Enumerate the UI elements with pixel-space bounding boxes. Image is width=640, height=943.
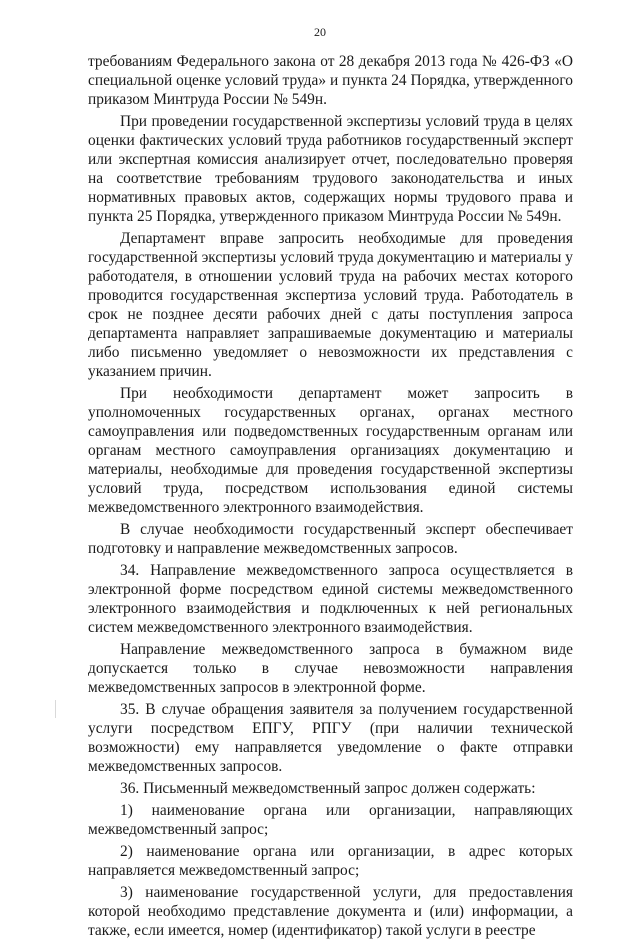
document-body [88, 52, 573, 943]
paragraph: В случае необходимости государственный эксперт обеспечивает подготовку и направление межведомственных запросов. [88, 521, 573, 557]
paragraph: Направление межведомственного запроса в бумажном виде допускается только в случае невозможности направления межведомственных запросов в электронной форме. [88, 641, 573, 696]
paragraph: 2) наименование органа или организации, в адрес которых направляется межведомственный запрос; [88, 843, 573, 879]
page-number: 20 [314, 25, 326, 39]
margin-mark [55, 700, 56, 718]
paragraph: При необходимости департамент может запросить в уполномоченных государственных органах, органах местного самоуправления или подведомственных государственным органам или органам местного самоуправления организациях документацию и материалы, необходимые для проведения государственной экспертизы условий труда, посредством использования единой системы межведомственного электронного взаимодействия. [88, 385, 573, 516]
paragraph: 35. В случае обращения заявителя за получением государственной услуги посредством ЕПГУ, РПГУ (при наличии технической возможности) ему направляется уведомление о факте отправки межведомственных запросов. [88, 701, 573, 775]
paragraph: 34. Направление межведомственного запроса осуществляется в электронной форме посредством единой системы межведомственного электронного взаимодействия и подключенных к ней региональных систем межведомственного электронного взаимодействия. [88, 562, 573, 636]
paragraph: 3) наименование государственной услуги, для предоставления которой необходимо представление документа и (или) информации, а также, если имеется, номер (идентификатор) такой услуги в реестре [88, 884, 573, 939]
paragraph: Департамент вправе запросить необходимые для проведения государственной экспертизы условий труда документацию и материалы у работодателя, в отношении условий труда на рабочих местах которого проводится государственная экспертиза условий труда. Работодатель в срок не позднее десяти рабочих дней с даты поступления запроса департамента направляет запрашиваемые документацию и материалы либо письменно уведомляет о невозможности их представления с указанием причин. [88, 230, 573, 380]
paragraph: требованиям Федерального закона от 28 декабря 2013 года № 426-ФЗ «О специальной оценке условий труда» и пункта 24 Порядка, утвержденного приказом Минтруда России № 549н. [88, 53, 573, 108]
paragraph: При проведении государственной экспертизы условий труда в целях оценки фактических условий труда работников государственный эксперт или экспертная комиссия анализирует отчет, последовательно проверяя на соответствие требованиям трудового законодательства и иных нормативных правовых актов, содержащих нормы трудового права и пункта 25 Порядка, утвержденного приказом Минтруда России № 549н. [88, 113, 573, 225]
paragraph: 36. Письменный межведомственный запрос должен содержать: [120, 780, 536, 797]
paragraph: 1) наименование органа или организации, направляющих межведомственный запрос; [88, 802, 573, 838]
